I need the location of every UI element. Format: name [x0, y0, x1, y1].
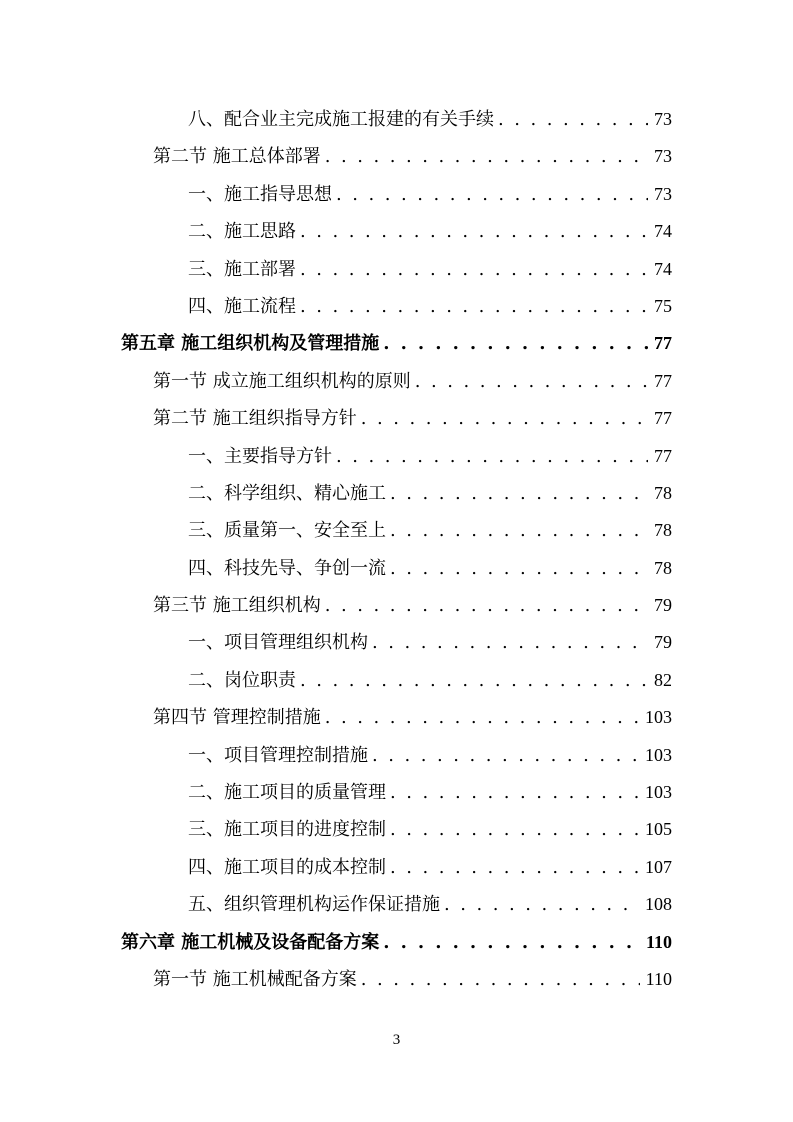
toc-dot-leader	[325, 587, 648, 624]
toc-entry-title: 第一节 施工机械配备方案	[153, 968, 357, 990]
toc-entry-page: 107	[645, 856, 672, 877]
toc-entry-page: 77	[654, 370, 672, 391]
toc-dot-leader	[300, 213, 648, 250]
toc-entry[interactable]	[0, 662, 793, 699]
toc-entry[interactable]	[0, 774, 793, 811]
toc-entry-page: 110	[645, 931, 672, 952]
toc-entry-title: 第五章 施工组织机构及管理措施	[121, 333, 380, 355]
toc-entry[interactable]	[0, 886, 793, 923]
toc-dot-leader	[336, 438, 648, 475]
toc-entry-title: 二、科学组织、精心施工	[188, 482, 386, 504]
toc-entry-title: 第一节 成立施工组织机构的原则	[153, 370, 411, 392]
toc-entry[interactable]	[0, 587, 793, 624]
toc-dot-leader	[383, 924, 640, 961]
toc-entry-page: 108	[645, 894, 672, 915]
toc-entry[interactable]	[0, 849, 793, 886]
toc-dot-leader	[300, 288, 648, 325]
toc-dot-leader	[390, 550, 648, 587]
toc-entry-page: 82	[654, 669, 672, 690]
toc-entry-title: 五、组织管理机构运作保证措施	[188, 894, 440, 916]
toc-entry[interactable]	[0, 961, 793, 998]
toc-entry[interactable]	[0, 475, 793, 512]
page-number: 3	[392, 1032, 401, 1048]
toc-dot-leader	[383, 325, 648, 362]
toc-entry-page: 105	[645, 819, 672, 840]
toc-entry-title: 第二节 施工总体部署	[153, 146, 321, 168]
toc-entry-page: 77	[654, 445, 672, 466]
toc-entry[interactable]	[0, 438, 793, 475]
toc-entry[interactable]	[0, 624, 793, 661]
toc-entry-page: 79	[654, 632, 672, 653]
toc-entry[interactable]	[0, 924, 793, 961]
toc-dot-leader	[390, 849, 639, 886]
toc-entry-title: 四、施工项目的成本控制	[188, 856, 386, 878]
toc-dot-leader	[390, 774, 639, 811]
toc-entry-page: 103	[645, 707, 672, 728]
toc-entry-page: 75	[654, 295, 672, 316]
toc-entry-title: 第三节 施工组织机构	[153, 595, 321, 617]
toc-entry-page: 74	[654, 258, 672, 279]
toc-entry-page: 103	[645, 744, 672, 765]
toc-dot-leader	[336, 176, 648, 213]
toc-entry-page: 110	[645, 968, 672, 989]
toc-entry[interactable]	[0, 811, 793, 848]
toc-entry-title: 第六章 施工机械及设备配备方案	[121, 931, 380, 953]
toc-entry-title: 三、施工部署	[188, 258, 296, 280]
toc-entry-title: 八、配合业主完成施工报建的有关手续	[188, 109, 494, 130]
toc-entry[interactable]	[0, 550, 793, 587]
toc-entry[interactable]	[0, 325, 793, 362]
toc-dot-leader	[300, 662, 648, 699]
toc-entry-page: 78	[654, 557, 672, 578]
table-of-contents	[0, 101, 793, 998]
toc-entry-title: 二、施工思路	[188, 221, 296, 243]
toc-entry-title: 四、科技先导、争创一流	[188, 557, 386, 579]
toc-entry[interactable]	[0, 138, 793, 175]
toc-entry-page: 78	[654, 482, 672, 503]
toc-dot-leader	[372, 737, 639, 774]
toc-entry[interactable]	[0, 400, 793, 437]
toc-dot-leader	[372, 624, 648, 661]
toc-entry[interactable]	[0, 363, 793, 400]
toc-entry-title: 二、岗位职责	[188, 669, 296, 691]
toc-entry-page: 103	[645, 782, 672, 803]
toc-entry-title: 第四节 管理控制措施	[153, 707, 321, 729]
toc-dot-leader	[415, 363, 648, 400]
toc-entry[interactable]	[0, 251, 793, 288]
toc-entry[interactable]	[0, 288, 793, 325]
toc-dot-leader	[444, 886, 639, 923]
toc-entry-title: 一、项目管理组织机构	[188, 632, 368, 654]
toc-entry-title: 第二节 施工组织指导方针	[153, 408, 357, 430]
toc-entry[interactable]	[0, 176, 793, 213]
toc-dot-leader	[390, 512, 648, 549]
toc-entry-title: 一、项目管理控制措施	[188, 744, 368, 766]
toc-entry-title: 四、施工流程	[188, 295, 296, 317]
toc-entry-page: 73	[654, 183, 672, 204]
toc-entry[interactable]	[0, 512, 793, 549]
toc-entry-title: 一、主要指导方针	[188, 445, 332, 467]
toc-entry-page: 77	[654, 333, 672, 354]
toc-entry-page: 77	[654, 408, 672, 429]
toc-entry-page: 79	[654, 595, 672, 616]
toc-entry-page: 78	[654, 520, 672, 541]
toc-entry-title: 三、质量第一、安全至上	[188, 520, 386, 542]
toc-dot-leader	[361, 961, 640, 998]
toc-entry-title: 一、施工指导思想	[188, 183, 332, 205]
toc-dot-leader	[325, 699, 639, 736]
toc-entry[interactable]	[0, 737, 793, 774]
toc-entry[interactable]	[0, 101, 793, 138]
toc-dot-leader	[300, 251, 648, 288]
toc-entry-page: 73	[654, 109, 672, 129]
toc-entry-page: 74	[654, 221, 672, 242]
toc-entry[interactable]	[0, 699, 793, 736]
toc-entry-title: 三、施工项目的进度控制	[188, 819, 386, 841]
toc-dot-leader	[390, 811, 639, 848]
toc-entry-title: 二、施工项目的质量管理	[188, 782, 386, 804]
toc-dot-leader	[361, 400, 648, 437]
toc-entry-page: 73	[654, 146, 672, 167]
toc-dot-leader	[390, 475, 648, 512]
toc-dot-leader	[498, 101, 648, 138]
toc-entry[interactable]	[0, 213, 793, 250]
toc-dot-leader	[325, 138, 648, 175]
